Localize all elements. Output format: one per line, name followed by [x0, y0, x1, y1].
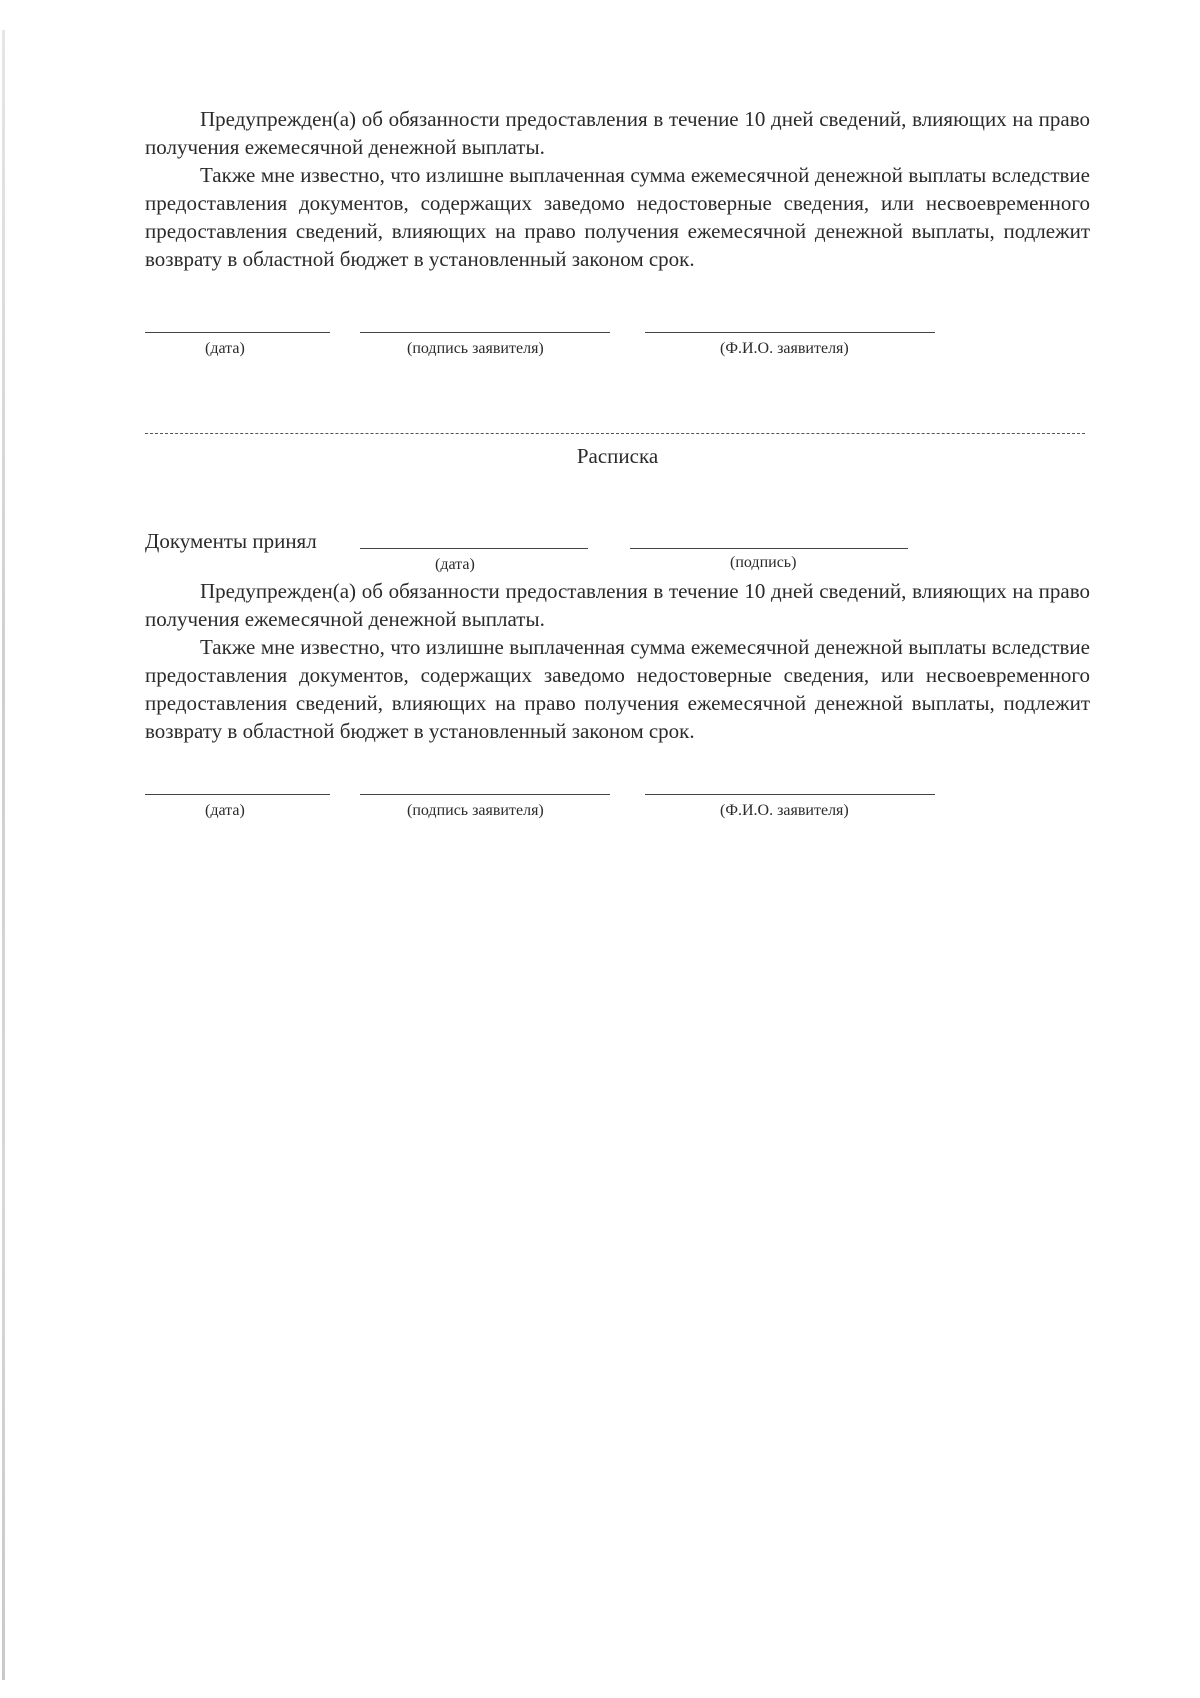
accepted-date-line[interactable] [360, 548, 588, 549]
notice-1-paragraph-1: Предупрежден(а) об обязанности предоставления в течение 10 дней сведений, влияющих на право получения ежемесячной денежной выплаты. [145, 107, 1090, 159]
signature-row-2 [145, 794, 1090, 834]
name-label: (Ф.И.О. заявителя) [720, 340, 849, 357]
notice-2-paragraph-1: Предупрежден(а) об обязанности предоставления в течение 10 дней сведений, влияющих на право получения ежемесячной денежной выплаты. [145, 579, 1090, 631]
accepted-signature-line[interactable] [630, 548, 908, 549]
signature-line[interactable] [360, 332, 610, 333]
name-label: (Ф.И.О. заявителя) [720, 802, 849, 819]
cut-line [145, 433, 1085, 434]
documents-accepted-label: Документы принял [145, 529, 317, 553]
receipt-title: Расписка [576, 444, 659, 468]
date-label: (дата) [205, 340, 245, 357]
signature-line[interactable] [360, 794, 610, 795]
date-line[interactable] [145, 794, 330, 795]
accepted-date-label: (дата) [435, 556, 475, 573]
signature-label: (подпись заявителя) [407, 802, 544, 819]
name-line[interactable] [645, 332, 935, 333]
notice-section-1 [145, 105, 1090, 273]
notice-section-2 [145, 577, 1090, 745]
accepted-signature-label: (подпись) [730, 554, 797, 571]
name-line[interactable] [645, 794, 935, 795]
documents-accepted-row [145, 528, 1090, 578]
signature-label: (подпись заявителя) [407, 340, 544, 357]
date-line[interactable] [145, 332, 330, 333]
notice-1-paragraph-2: Также мне известно, что излишне выплаченная сумма ежемесячной денежной выплаты вследствие предоставления документов, содержащих заведомо недостоверные сведения, или несвоевременного предоставления сведений, влияющих на право получения ежемесячной денежной выплаты, подлежит возврату в областной бюджет в установленный законом срок. [145, 163, 1090, 271]
signature-row-1 [145, 332, 1090, 372]
date-label: (дата) [205, 802, 245, 819]
notice-2-paragraph-2: Также мне известно, что излишне выплаченная сумма ежемесячной денежной выплаты вследствие предоставления документов, содержащих заведомо недостоверные сведения, или несвоевременного предоставления сведений, влияющих на право получения ежемесячной денежной выплаты, подлежит возврату в областной бюджет в установленный законом срок. [145, 635, 1090, 743]
scan-edge [2, 30, 5, 1680]
